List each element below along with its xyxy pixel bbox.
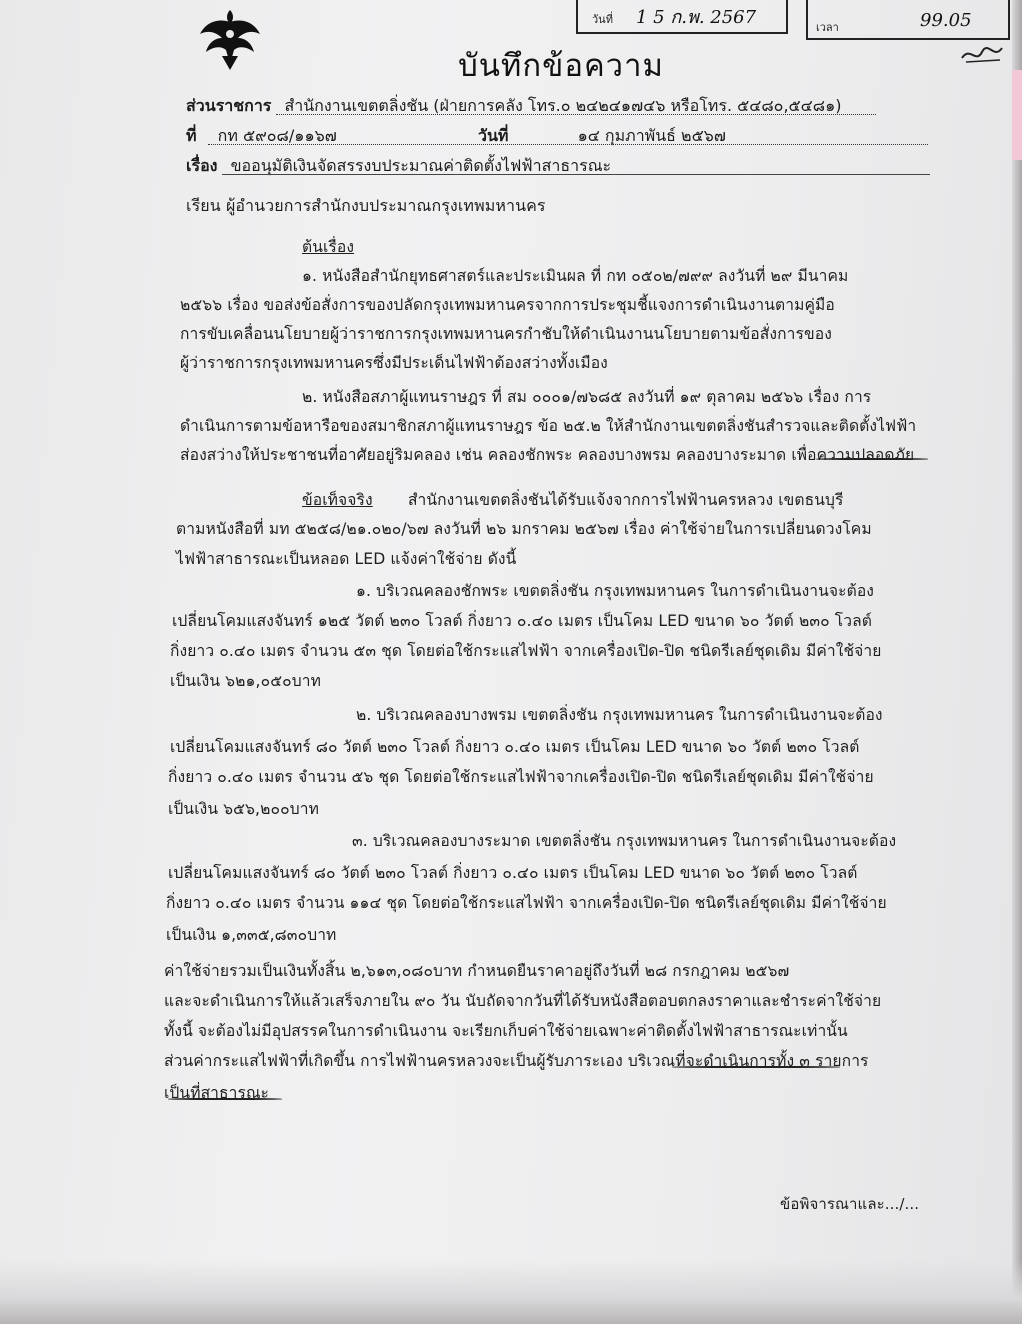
background-item-2-line-3: ส่องสว่างให้ประชาชนที่อาศัยอยู่ริมคลอง เช่น คลองชักพระ คลองบางพรม คลองบางระมาด เพื่อความปลอดภัย [180,446,915,464]
subject-value: ขออนุมัติเงินจัดสรรงบประมาณค่าติดตั้งไฟฟ้าสาธารณะ [230,156,612,175]
summary-line-4: ส่วนค่ากระแสไฟฟ้าที่เกิดขึ้น การไฟฟ้านครหลวงจะเป็นผู้รับภาระเอง บริเวณที่จะดำเนินการทั้ง ๓ รายการ [164,1052,869,1070]
background-item-2-line-2: ดำเนินการตามข้อหารือของสมาชิกสภาผู้แทนราษฎร ข้อ ๒๕.๒ ให้สำนักงานเขตตลิ่งชันสำรวจและติดตั้งไฟฟ้า [180,417,917,435]
summary-line-1: ค่าใช้จ่ายรวมเป็นเงินทั้งสิ้น ๒,๖๑๓,๐๘๐บาท กำหนดยืนราคาอยู่ถึงวันที่ ๒๘ กรกฎาคม ๒๕๖๗ [164,962,790,980]
ref-row [186,124,337,149]
stamp-date-value: 1 5 ก.พ. 2567 [636,7,757,28]
background-item-1-line-2: ๒๕๖๖ เรื่อง ขอส่งข้อสั่งการของปลัดกรุงเทพมหานครจากการประชุมชี้แจงการดำเนินงานตามคู่มือ [180,296,835,314]
agency-label: ส่วนราชการ [186,96,272,115]
handwritten-underline [816,458,928,460]
fact-item-2-line-4: เป็นเงิน ๖๕๖,๒๐๐บาท [168,800,319,818]
stamp-date-label: วันที่ [592,13,613,26]
summary-line-5: เป็นที่สาธารณะ [164,1084,270,1102]
received-date-stamp [576,0,788,34]
date-label: วันที่ [478,126,509,145]
background-item-2-line-1: ๒. หนังสือสภาผู้แทนราษฎร ที่ สม ๐๐๐๑/๗๖๘๕ ลงวันที่ ๑๙ ตุลาคม ๒๕๖๖ เรื่อง การ [302,388,872,406]
agency-value: สำนักงานเขตตลิ่งชัน (ฝ่ายการคลัง โทร.๐ ๒๔๒๔๑๗๔๖ หรือโทร. ๕๔๘๐,๕๔๘๑) [284,96,842,115]
fact-item-1-line-2: เปลี่ยนโคมแสงจันทร์ ๑๒๕ วัตต์ ๒๓๐ โวลต์ กิ่งยาว ๐.๔๐ เมตร เป็นโคม LED ขนาด ๖๐ วัตต์ ๒๓๐ โวลต์ [172,612,872,630]
fact-item-1-line-3: กิ่งยาว ๐.๔๐ เมตร จำนวน ๕๓ ชุด โดยต่อใช้กระแสไฟฟ้า จากเครื่องเปิด-ปิด ชนิดรีเลย์ชุดเดิม มีค่าใช้จ่าย [170,642,882,660]
salutation: เรียน ผู้อำนวยการสำนักงบประมาณกรุงเทพมหานคร [186,196,546,215]
handwritten-underline-3 [168,1098,282,1100]
fact-item-3-line-2: เปลี่ยนโคมแสงจันทร์ ๘๐ วัตต์ ๒๓๐ โวลต์ กิ่งยาว ๐.๔๐ เมตร เป็นโคม LED ขนาด ๖๐ วัตต์ ๒๓๐ โวลต์ [168,864,858,882]
continuation-note: ข้อพิจารณาและ.../... [780,1195,920,1213]
fact-item-3-line-3: กิ่งยาว ๐.๔๐ เมตร จำนวน ๑๑๔ ชุด โดยต่อใช้กระแสไฟฟ้า จากเครื่องเปิด-ปิด ชนิดรีเลย์ชุดเดิม มีค่าใช้จ่าย [166,894,887,912]
facts-intro-line-3: ไฟฟ้าสาธารณะเป็นหลอด LED แจ้งค่าใช้จ่าย ดังนี้ [176,550,517,568]
paper-edge [1012,0,1022,1324]
ref-dotline [208,144,928,145]
fact-item-1-line-1: ๑. บริเวณคลองชักพระ เขตตลิ่งชัน กรุงเทพมหานคร ในการดำเนินงานจะต้อง [356,582,875,600]
subject-row [186,154,611,179]
scan-bottom-shadow [0,1260,1022,1324]
fact-item-3-line-1: ๓. บริเวณคลองบางระมาด เขตตลิ่งชัน กรุงเทพมหานคร ในการดำเนินงานจะต้อง [352,832,897,850]
fact-item-3-line-4: เป็นเงิน ๑,๓๓๕,๘๓๐บาท [166,926,337,944]
handwritten-underline-2 [672,1066,840,1068]
subject-label: เรื่อง [186,156,218,175]
stamp-time-label: เวลา [816,21,839,34]
fact-item-2-line-2: เปลี่ยนโคมแสงจันทร์ ๘๐ วัตต์ ๒๓๐ โวลต์ กิ่งยาว ๐.๔๐ เมตร เป็นโคม LED ขนาด ๖๐ วัตต์ ๒๓๐ โวลต์ [170,738,860,756]
agency-row [186,94,841,119]
fact-item-2-line-3: กิ่งยาว ๐.๔๐ เมตร จำนวน ๕๖ ชุด โดยต่อใช้กระแสไฟฟ้าจากเครื่องเปิด-ปิด ชนิดรีเลย์ชุดเดิม มีค่าใช้จ่าย [168,768,874,786]
ref-label: ที่ [186,126,197,145]
fact-item-2-line-1: ๒. บริเวณคลองบางพรม เขตตลิ่งชัน กรุงเทพมหานคร ในการดำเนินงานจะต้อง [356,706,883,724]
date-row [478,124,726,149]
stamp-time-value: 99.05 [920,10,972,31]
ref-value: กท ๕๙๐๘/๑๑๖๗ [217,126,337,145]
facts-intro-line-2: ตามหนังสือที่ มท ๕๒๕๘/๒๑.๐๒๐/๖๗ ลงวันที่ ๒๖ มกราคม ๒๕๖๗ เรื่อง ค่าใช้จ่ายในการเปลี่ยนดวงโคม [176,520,872,538]
memo-title: บันทึกข้อความ [458,48,664,84]
date-value: ๑๔ กุมภาพันธ์ ๒๕๖๗ [577,126,726,145]
received-time-stamp [806,0,1010,40]
background-item-1-line-1: ๑. หนังสือสำนักยุทธศาสตร์และประเมินผล ที่ กท ๐๕๐๒/๗๙๙ ลงวันที่ ๒๙ มีนาคม [302,267,849,285]
fact-item-1-line-4: เป็นเงิน ๖๒๑,๐๕๐บาท [170,672,321,690]
background-item-1-line-4: ผู้ว่าราชการกรุงเทพมหานครซึ่งมีประเด็นไฟฟ้าต้องสว่างทั้งเมือง [180,354,608,372]
summary-line-2: และจะดำเนินการให้แล้วเสร็จภายใน ๙๐ วัน นับถัดจากวันที่ได้รับหนังสือตอบตกลงราคาและชำระค่าใช้จ่าย [164,992,882,1010]
background-item-1-line-3: การขับเคลื่อนนโยบายผู้ว่าราชการกรุงเทพมหานครกำชับให้ดำเนินงานนโยบายตามข้อสั่งการของ [180,325,832,343]
subject-underline [222,174,930,175]
summary-line-3: ทั้งนี้ จะต้องไม่มีอุปสรรคในการดำเนินงาน จะเรียกเก็บค่าใช้จ่ายเฉพาะค่าติดตั้งไฟฟ้าสาธารณะเท่านั้น [164,1022,848,1040]
background-heading: ต้นเรื่อง [302,238,355,256]
facts-heading: ข้อเท็จจริง [302,491,373,509]
agency-dotline [276,114,876,115]
facts-intro-line-1: สำนักงานเขตตลิ่งชันได้รับแจ้งจากการไฟฟ้านครหลวง เขตธนบุรี [408,491,844,509]
